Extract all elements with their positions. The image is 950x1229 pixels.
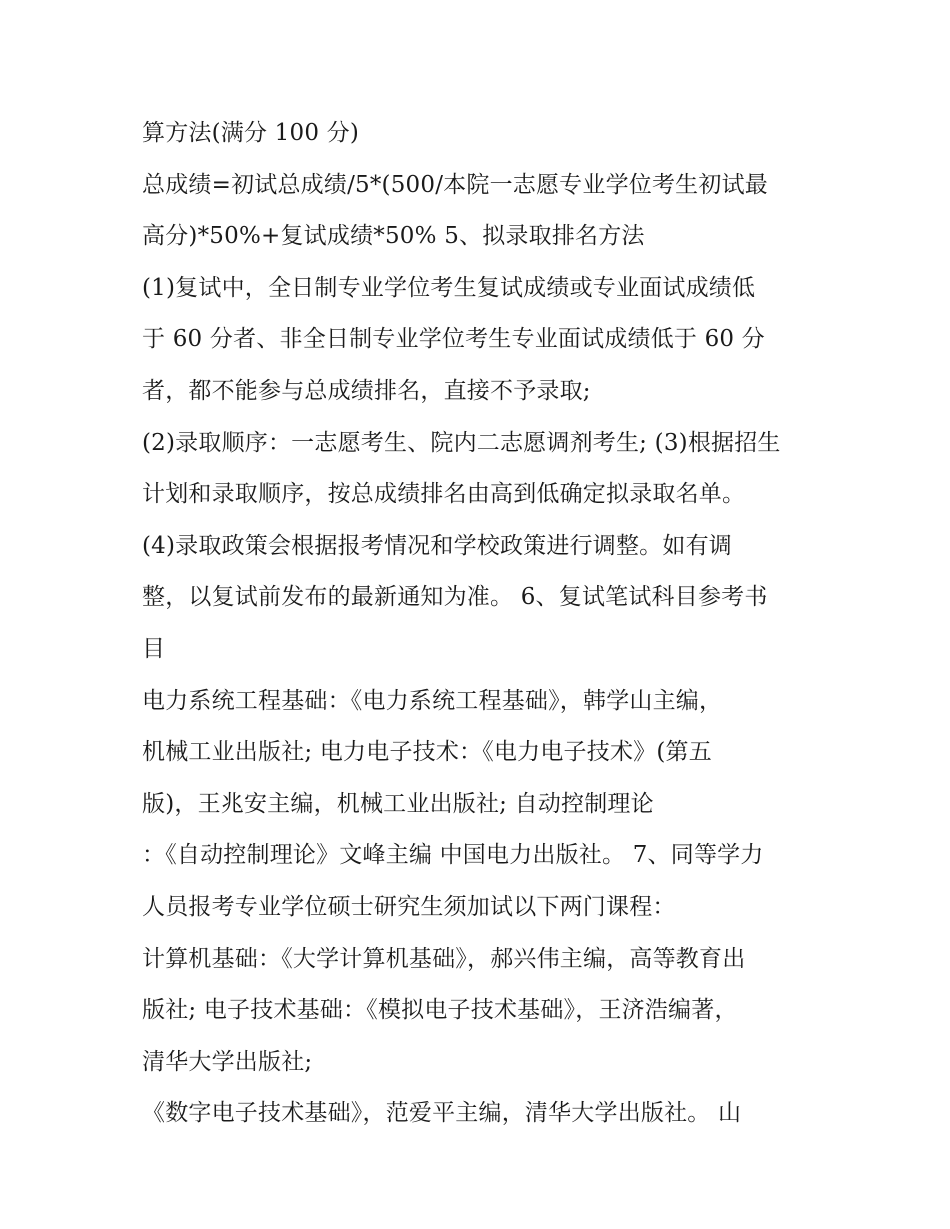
text-line: (1)复试中，全日制专业学位考生复试成绩或专业面试成绩低 bbox=[142, 274, 756, 301]
text-line: 者，都不能参与总成绩排名，直接不予录取; bbox=[142, 377, 591, 404]
text-line: 高分)*50%+复试成绩*50% 5、拟录取排名方法 bbox=[142, 223, 645, 250]
text-line: 整，以复试前发布的最新通知为准。 6、复试笔试科目参考书 bbox=[142, 584, 768, 611]
text-line: 目 bbox=[142, 635, 166, 662]
text-line: 于 60 分者、非全日制专业学位考生专业面试成绩低于 60 分 bbox=[142, 326, 765, 353]
text-line: 版社; 电子技术基础：《模拟电子技术基础》，王济浩编著， bbox=[142, 997, 738, 1024]
text-line: 电力系统工程基础：《电力系统工程基础》，韩学山主编， bbox=[142, 687, 723, 714]
text-line: 清华大学出版社; bbox=[142, 1048, 313, 1075]
text-line: 版)，王兆安主编，机械工业出版社; 自动控制理论 bbox=[142, 790, 654, 817]
text-line: 《数字电子技术基础》，范爱平主编，清华大学出版社。 山 bbox=[142, 1100, 742, 1127]
document-body bbox=[142, 108, 822, 1140]
text-line: 人员报考专业学位硕士研究生须加试以下两门课程： bbox=[142, 893, 676, 920]
text-line: (4)录取政策会根据报考情况和学校政策进行调整。如有调 bbox=[142, 532, 732, 559]
text-line: 总成绩=初试总成绩/5*(500/本院一志愿专业学位考生初试最 bbox=[142, 171, 768, 198]
text-line: 机械工业出版社; 电力电子技术：《电力电子技术》(第五 bbox=[142, 739, 712, 766]
text-line: 计算机基础：《大学计算机基础》，郝兴伟主编，高等教育出 bbox=[142, 945, 746, 972]
text-line: (2)录取顺序：一志愿考生、院内二志愿调剂考生; (3)根据招生 bbox=[142, 429, 781, 456]
text-line: 算方法(满分 100 分) bbox=[142, 120, 360, 146]
text-line: 计划和录取顺序，按总成绩排名由高到低确定拟录取名单。 bbox=[142, 481, 746, 508]
text-line: ：《自动控制理论》文峰主编 中国电力出版社。 7、同等学力 bbox=[142, 842, 764, 869]
